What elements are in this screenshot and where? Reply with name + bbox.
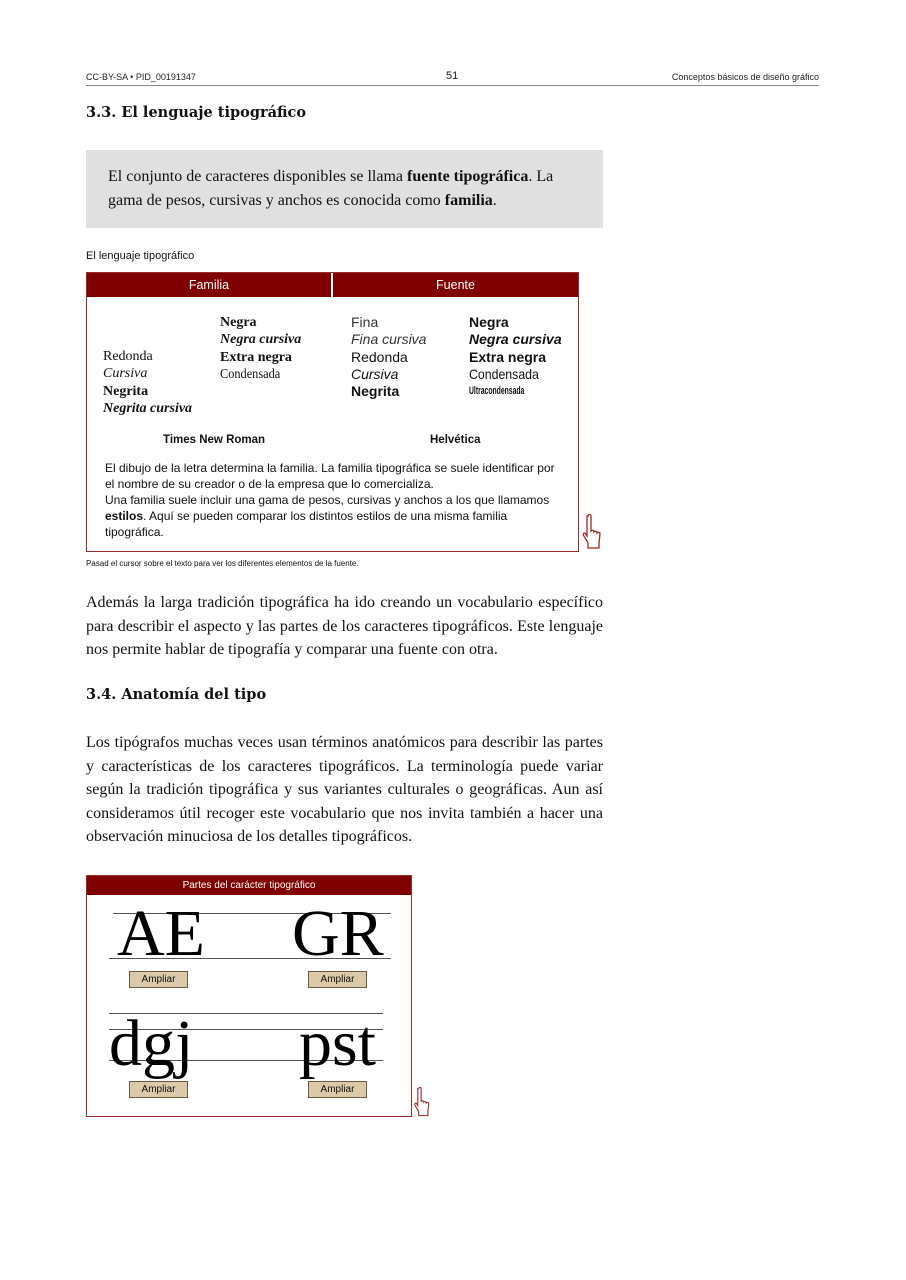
zoom-button-GR[interactable]: Ampliar bbox=[308, 971, 367, 988]
zoom-button-dgj[interactable]: Ampliar bbox=[129, 1081, 188, 1098]
character-parts-figure bbox=[86, 875, 412, 1117]
header-left: CC-BY-SA • PID_00191347 bbox=[86, 72, 196, 82]
zoom-button-AE[interactable]: Ampliar bbox=[129, 971, 188, 988]
page-number: 51 bbox=[446, 70, 459, 82]
figure-title: Partes del carácter tipográfico bbox=[87, 876, 411, 895]
callout-text: El conjunto de caracteres disponibles se llama fuente tipográfica. La gama de pesos, cursivas y anchos es conocida como familia. bbox=[108, 168, 554, 209]
times-styles-col1[interactable]: Redonda Cursiva Negrita Negrita cursiva bbox=[103, 349, 193, 416]
label-helvetica: Helvética bbox=[430, 434, 481, 446]
label-times-new-roman: Times New Roman bbox=[163, 434, 266, 446]
helvetica-styles-col1[interactable]: Fina Fina cursiva Redonda Cursiva Negrita bbox=[351, 314, 427, 400]
hand-pointer-icon[interactable] bbox=[582, 514, 602, 552]
header-rule bbox=[86, 85, 819, 86]
paragraph-anatomy: Los tipógrafos muchas veces usan términos anatómicos para describir las partes y características de los caracteres tipográficos. La terminología puede variar según la tradición tipográfica y sus variantes culturales o geográficas. Aun así consideramos útil recoger este vocabulario que nos invita también a hacer una observación minuciosa de los detalles tipográficos. bbox=[86, 734, 603, 845]
paragraph-vocabulary: Además la larga tradición tipográfica ha ido creando un vocabulario específico para describir el aspecto y las partes de los caracteres tipográficos. Este lenguaje nos permite hablar de tipografía y comparar una fuente con otra. bbox=[86, 594, 603, 658]
typography-family-figure bbox=[86, 272, 579, 552]
sample-GR[interactable]: GR bbox=[292, 897, 384, 970]
figure-footnote: Pasad el cursor sobre el texto para ver los diferentes elementos de la fuente. bbox=[86, 559, 359, 568]
figure-caption: El lenguaje tipográfico bbox=[86, 250, 195, 262]
hand-pointer-icon[interactable] bbox=[413, 1087, 431, 1119]
sample-dgj[interactable]: dgj bbox=[109, 1007, 194, 1080]
figure-description: El dibujo de la letra determina la familia. La familia tipográfica se suele identificar por el nombre de su creador o de la empresa que lo comercializa. Una familia suele incluir una gama de pesos, cursivas y anchos a los que llamamos estilos. Aquí se pueden comparar los distintos estilos de una misma familia tipográfica. bbox=[105, 461, 555, 539]
section-heading-3-4: 3.4. Anatomía del tipo bbox=[86, 686, 267, 703]
times-styles-col2[interactable]: Negra Negra cursiva Extra negra Condensada bbox=[220, 315, 302, 382]
tab-fuente[interactable]: Fuente bbox=[333, 273, 578, 297]
helvetica-styles-col2[interactable]: Negra Negra cursiva Extra negra Condensada Ultracondensada bbox=[469, 314, 562, 398]
definition-callout bbox=[86, 150, 603, 228]
section-heading-3-3: 3.3. El lenguaje tipográfico bbox=[86, 104, 307, 121]
header-right: Conceptos básicos de diseño gráfico bbox=[671, 72, 819, 82]
tab-familia[interactable]: Familia bbox=[87, 273, 331, 297]
sample-AE[interactable]: AE bbox=[117, 897, 205, 970]
sample-pst[interactable]: pst bbox=[299, 1007, 377, 1080]
zoom-button-pst[interactable]: Ampliar bbox=[308, 1081, 367, 1098]
